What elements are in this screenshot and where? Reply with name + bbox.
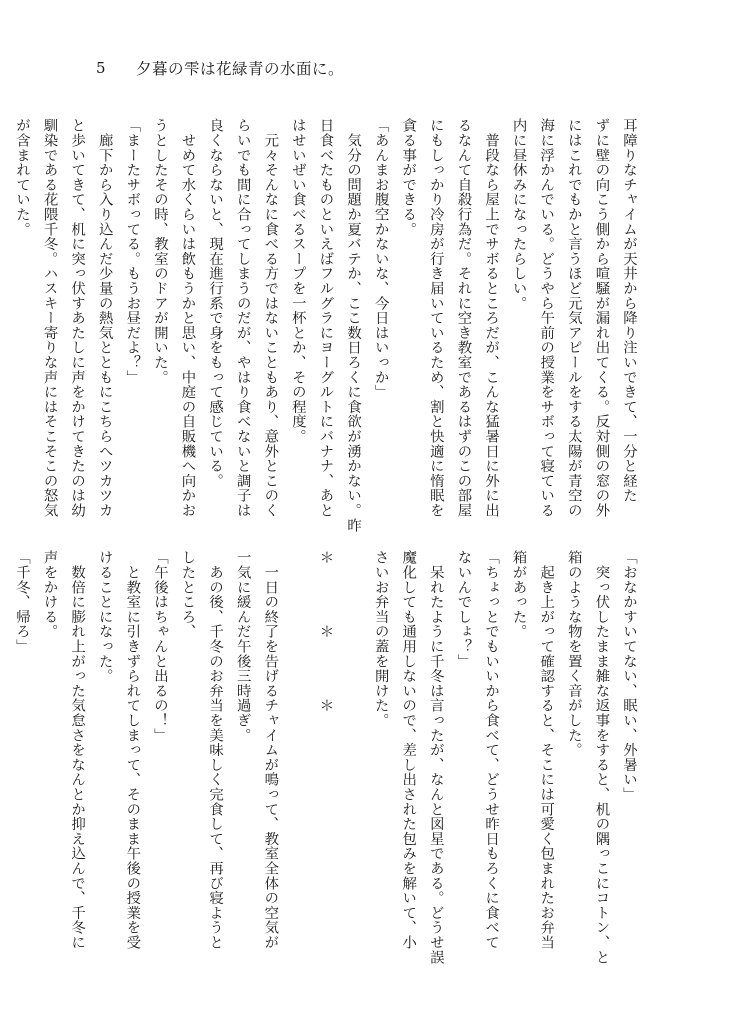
text-line: したところ、 (179, 550, 196, 639)
text-line: ずに壁の向こう側から喧騒が漏れ出てくる。反対側の窓の外 (593, 118, 610, 518)
text-line: 「ちょっとでもいいから食べて、どうせ昨日もろくに食べて (483, 550, 500, 950)
text-line: 数倍に膨れ上がった気怠さをなんとか抑え込んで、千冬に (69, 550, 86, 950)
text-line: 魔化しても通用しないので、差し出された包みを解いて、小 (400, 550, 417, 950)
text-line: 気分の問題か夏バテか、ここ数日ろくに食欲が湧かない。昨 (345, 118, 362, 533)
text-line: 日食べたものといえばフルグラにヨーグルトにバナナ、あと (317, 118, 334, 518)
page-header (96, 58, 344, 78)
text-line: せめて水くらいは飲もうかと思い、中庭の自販機へ向かお (179, 118, 196, 518)
text-line: 普段なら屋上でサボるところだが、こんな猛暑日に外に出 (483, 118, 500, 518)
text-line: 「午後はちゃんと出るの！」 (151, 550, 168, 743)
text-line: さいお弁当の蓋を開けた。 (372, 550, 389, 728)
top-text-block (13, 118, 642, 533)
text-line: 箱があった。 (510, 550, 527, 639)
text-line: 呆れたように千冬は言ったが、なんと図星である。どうせ誤 (427, 550, 444, 965)
text-line: 耳障りなチャイムが天井から降り注いできて、一分と経た (621, 118, 637, 503)
text-line: らいでも間に合ってしまうのだが、やはり食べないと調子は (234, 118, 251, 518)
text-line: 声をかける。 (41, 550, 58, 639)
running-title: 夕暮の雫は花緑青の水面に。 (136, 60, 345, 78)
bottom-text-block (13, 550, 642, 965)
text-line: が含まれていた。 (13, 118, 30, 237)
text-line: うとしたその時、教室のドアが開いた。 (151, 118, 168, 385)
scene-break: ＊ ＊ ＊ (317, 550, 334, 713)
text-line: 内に昼休みになったらしい。 (510, 118, 527, 311)
text-line (338, 550, 366, 946)
text-line: 貪る事ができる。 (400, 118, 417, 237)
text-line: ないんでしょ？」 (455, 550, 472, 669)
text-line: 「千冬、帰ろ」 (13, 550, 30, 654)
text-line: 一日の終了を告げるチャイムが鳴って、教室全体の空気が (262, 550, 279, 950)
text-line: 「おなかすいてない、眠い、外暑い」 (621, 550, 637, 802)
text-line: にはこれでもかと言うほど元気アピールをする太陽が青空の (565, 118, 582, 518)
text-line: 元々そんなに食べる方ではないこともあり、意外とこのく (262, 118, 279, 518)
text-line: 起き上がって確認すると、そこには可愛く包まれたお弁当 (538, 550, 555, 950)
text-line: と歩いてきて、机に突っ伏すあたしに声をかけてきたのは幼 (69, 118, 86, 518)
text-line: はせいぜい食べるスープを一杯とか、その程度。 (289, 118, 306, 444)
text-line: にもしっかり冷房が行き届いているため、割と快適に惰眠を (427, 118, 444, 518)
text-line: 一気に緩んだ午後三時過ぎ。 (234, 550, 251, 743)
page-number: 5 (96, 59, 107, 77)
text-line: けることになった。 (96, 550, 113, 684)
text-line: 海に浮かんでいる。どうやら午前の授業をサボって寝ている (538, 118, 555, 518)
text-line: 馴染である花隈千冬。ハスキー寄りな声にはそこそこの怒気 (41, 118, 58, 518)
text-line: あの後、千冬のお弁当を美味しく完食して、再び寝ようと (207, 550, 224, 950)
text-line (283, 550, 311, 946)
text-line: 「まーたサボってる。もうお昼だよ？」 (124, 118, 141, 385)
text-line: るなんて自殺行為だ。それに空き教室であるはずのこの部屋 (455, 118, 472, 518)
text-line: 良くならないと、現在進行系で身をもって感じている。 (207, 118, 224, 488)
text-line: と教室に引きずられてしまって、そのまま午後の授業を受 (124, 550, 141, 950)
text-line: 廊下から入り込んだ少量の熱気とともにこちらへツカツカ (96, 118, 113, 518)
text-line: 箱のような物を置く音がした。 (565, 550, 582, 758)
text-line: 突っ伏したまま雑な返事をすると、机の隅っこにコトン、と (593, 550, 610, 965)
text-line: 「あんまお腹空かないな、今日はいっか」 (372, 118, 389, 400)
